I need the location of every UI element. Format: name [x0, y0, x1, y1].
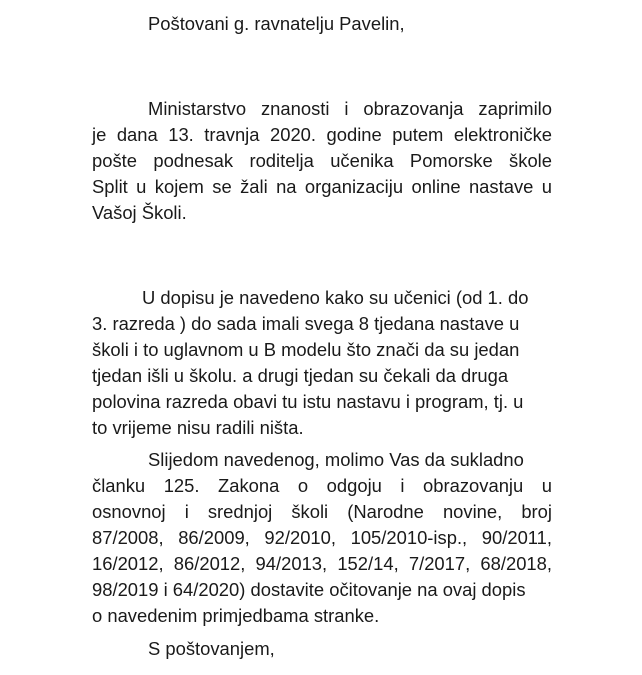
paragraph-line: to vrijeme nisu radili ništa. — [92, 417, 304, 438]
paragraph-line: 87/2008, 86/2009, 92/2010, 105/2010-isp., 90/2011, — [92, 527, 552, 548]
paragraph-line: školi i to uglavnom u B modelu što znači da su jedan — [92, 339, 520, 360]
paragraph-line: 16/2012, 86/2012, 94/2013, 152/14, 7/2017, 68/2018, — [92, 553, 552, 574]
paragraph-line: tjedan išli u školu. a drugi tjedan su čekali da druga — [92, 365, 509, 386]
paragraph-line: Slijedom navedenog, molimo Vas da sukladno — [148, 449, 524, 470]
paragraph-line: je dana 13. travnja 2020. godine putem elektroničke — [92, 124, 552, 145]
paragraph-line: 98/2019 i 64/2020) dostavite očitovanje na ovaj dopis — [92, 579, 526, 600]
paragraph-line: U dopisu je navedeno kako su učenici (od 1. do — [142, 287, 529, 308]
paragraph-line: Split u kojem se žali na organizaciju online nastave u — [92, 176, 552, 197]
salutation: Poštovani g. ravnatelju Pavelin, — [148, 13, 405, 34]
paragraph-line: o navedenim primjedbama stranke. — [92, 605, 380, 626]
paragraph-line: osnovnoj i srednjoj školi (Narodne novine, broj — [92, 501, 552, 522]
paragraph-line: Ministarstvo znanosti i obrazovanja zaprimilo — [148, 98, 552, 119]
paragraph-line: Vašoj Školi. — [92, 202, 187, 223]
paragraph-line: 3. razreda ) do sada imali svega 8 tjedana nastave u — [92, 313, 520, 334]
closing: S poštovanjem, — [148, 638, 275, 659]
paragraph-line: pošte podnesak roditelja učenika Pomorske škole — [92, 150, 552, 171]
paragraph-line: članku 125. Zakona o odgoju i obrazovanju u — [92, 475, 552, 496]
paragraph-line: polovina razreda obavi tu istu nastavu i program, tj. u — [92, 391, 524, 412]
